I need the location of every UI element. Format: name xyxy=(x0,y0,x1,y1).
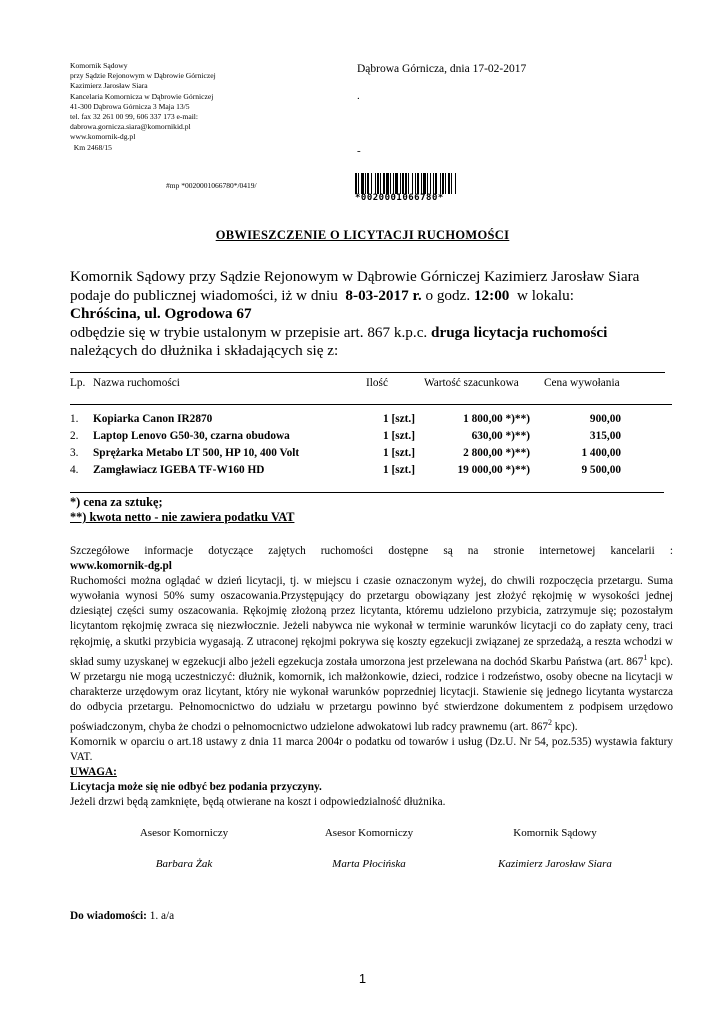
sender-line: przy Sądzie Rejonowym w Dąbrowie Górniczej xyxy=(70,71,216,81)
row-qty: 1 [szt.] xyxy=(383,464,415,476)
barcode-text: *0020001066780* xyxy=(355,193,444,203)
row-qty: 1 [szt.] xyxy=(383,447,415,459)
signature-role: Asesor Komorniczy xyxy=(139,827,229,839)
doors-text: Jeżeli drzwi będą zamknięte, będą otwierane na koszt i odpowiedzialność dłużnika. xyxy=(70,796,446,808)
row-value: 2 800,00 *)**) xyxy=(463,447,530,459)
table-rule-header xyxy=(70,404,672,405)
intro-place-label: w lokalu: xyxy=(516,286,574,304)
place-date: Dąbrowa Górnicza, dnia 17-02-2017 xyxy=(357,63,527,75)
row-price: 1 400,00 xyxy=(581,447,621,459)
footnotes xyxy=(70,495,294,525)
sender-line: 41-300 Dąbrowa Górnicza 3 Maja 13/5 xyxy=(70,101,190,111)
row-lp: 3. xyxy=(70,447,79,459)
auction-date: 8-03-2017 r. xyxy=(345,286,422,304)
col-name: Nazwa ruchomości xyxy=(93,377,180,389)
signature-name: Kazimierz Jarosław Siara xyxy=(498,858,612,870)
case-number: Km 2468/15 xyxy=(70,142,112,152)
sender-line: tel. fax 32 261 00 99, 606 337 173 e-mail: xyxy=(70,112,199,122)
row-price: 9 500,00 xyxy=(581,464,621,476)
row-name: Zamgławiacz IGEBA TF-W160 HD xyxy=(93,464,265,476)
row-name: Laptop Lenovo G50-30, czarna obudowa xyxy=(93,430,290,442)
sender-line: dabrowa.gornicza.siara@komornikid.pl xyxy=(70,122,191,132)
dash-mark: - xyxy=(357,145,361,157)
info-text: Szczegółowe informacje dotyczące zajętych ruchomości dostępne są na stronie internetowej kancelarii : xyxy=(70,545,673,557)
auction-type: druga licytacja ruchomości xyxy=(431,323,608,341)
sender-line: Komornik Sądowy xyxy=(70,61,128,70)
signature-role: Asesor Komorniczy xyxy=(324,827,414,839)
body-text xyxy=(70,544,673,810)
row-value: 630,00 *)**) xyxy=(471,430,530,442)
row-price: 900,00 xyxy=(589,413,621,425)
distribution-label: Do wiadomości: xyxy=(70,910,147,922)
col-lp: Lp. xyxy=(70,377,86,389)
intro-debtor: należących do dłużnika i składających się z: xyxy=(70,342,339,359)
signature-name: Barbara Żak xyxy=(155,858,213,870)
sup-1: 1 xyxy=(643,652,648,662)
page-number: 1 xyxy=(358,971,367,986)
dot-mark: . xyxy=(357,90,360,102)
sender-line: Kazimierz Jarosław Siara xyxy=(70,81,148,91)
signature-role: Komornik Sądowy xyxy=(513,827,597,839)
intro-text: Komornik Sądowy przy Sądzie Rejonowym w Dąbrowie Górniczej Kazimierz Jarosław Siara podaje do publicznej wiadomości, iż w dniu xyxy=(70,268,640,304)
col-price: Cena wywołania xyxy=(544,377,620,389)
sup-2: 2 xyxy=(547,717,552,727)
table-rule-top xyxy=(70,372,665,373)
intro-paragraph xyxy=(70,268,673,361)
row-lp: 1. xyxy=(70,413,79,425)
terms-text: Ruchomości można oglądać w dzień licytacji, tj. w miejscu i czasie oznaczonym wyżej, do chwili rozpoczęcia przetargu. Suma wywołania wynosi 50% sumy oszacowania.Przystępujący do przetargu obowiązany jest złożyć rękojmię w wysokości jednej dziesiątej części sumy oszacowania. Rękojmię złożoną przez licytanta, któremu udzielono przybicia, zatrzymuje się; pozostałym licytantom rękojmię zwraca się niezwłocznie. Jeżeli nabywca nie wykonał w terminie warunków licytacji co do zapłaty ceny, traci rękojmię, a skutki przybicia wygasają. Z utraconej rękojmi pokrywa się koszty egzekucji związanej ze sprzedażą, a reszta wchodzi w skład sumy uzyskanej w egzekucji albo jeżeli egzekucja została umorzona jest przelewana na dochód Skarbu Państwa (art. 867 xyxy=(70,575,673,668)
auction-location: Chróścina, ul. Ogrodowa 67 xyxy=(70,305,252,322)
website-link[interactable]: www.komornik-dg.pl xyxy=(70,560,172,573)
row-name: Sprężarka Metabo LT 500, HP 10, 400 Volt xyxy=(93,447,300,459)
vat-text: Komornik w oparciu o art.18 ustawy z dnia 11 marca 2004r o podatku od towarów i usług (Dz.U. Nr 54, poz.535) wystawia faktury VAT. xyxy=(70,735,673,763)
intro-mode: odbędzie się w trybie ustalonym w przepisie art. 867 k.p.c. xyxy=(70,323,428,341)
sender-line: www.komornik-dg.pl xyxy=(70,132,136,142)
sender-block xyxy=(70,61,310,153)
row-value: 1 800,00 *)**) xyxy=(463,413,530,425)
warning-heading: UWAGA: xyxy=(70,765,117,778)
row-lp: 4. xyxy=(70,464,79,476)
barcode xyxy=(355,173,485,194)
distribution xyxy=(70,910,174,922)
terms-text-3: kpc). xyxy=(551,720,578,733)
row-price: 315,00 xyxy=(589,430,621,442)
footnote-unit-price: *) cena za sztukę; xyxy=(70,495,163,509)
document-title: OBWIESZCZENIE O LICYTACJI RUCHOMOŚCI xyxy=(215,228,510,242)
row-qty: 1 [szt.] xyxy=(383,413,415,425)
signature-name: Marta Płocińska xyxy=(332,858,406,870)
row-value: 19 000,00 *)**) xyxy=(457,464,530,476)
row-qty: 1 [szt.] xyxy=(383,430,415,442)
row-name: Kopiarka Canon IR2870 xyxy=(93,413,213,425)
row-lp: 2. xyxy=(70,430,79,442)
warning-text: Licytacja może się nie odbyć bez podania przyczyny. xyxy=(70,780,322,793)
auction-hour: 12:00 xyxy=(473,286,510,304)
col-value: Wartość szacunkowa xyxy=(424,377,519,389)
table-rule-bottom xyxy=(70,492,664,493)
mp-reference: #mp *0020001066780*/0419/ xyxy=(166,181,257,190)
terms-text-2: kpc). W przetargu nie mogą uczestniczyć: dłużnik, komornik, ich małżonkowie, dzieci, rodzice i rodzeństwo, osoby obecne na licytacji w charakterze urzędowym oraz licytant, który nie wykonał warunków poprzedniej licytacji. Stawienie się jednego licytanta wystarcza do odbycia przetargu. Pełnomocnictwo do udziału w przetargu powinno być stwierdzone dokumentem z podpisem urzędowo poświadczonym, chyba że chodzi o pełnomocnictwo udzielone adwokatowi lub radcy prawnemu (art. 867 xyxy=(70,655,673,733)
intro-hour-label: o godz. xyxy=(425,286,471,304)
distribution-value: 1. a/a xyxy=(146,910,175,922)
col-qty: Ilość xyxy=(366,377,388,389)
footnote-net: **) kwota netto - nie zawiera podatku VAT xyxy=(70,510,295,524)
sender-line: Kancelaria Komornicza w Dąbrowie Górniczej xyxy=(70,91,214,101)
